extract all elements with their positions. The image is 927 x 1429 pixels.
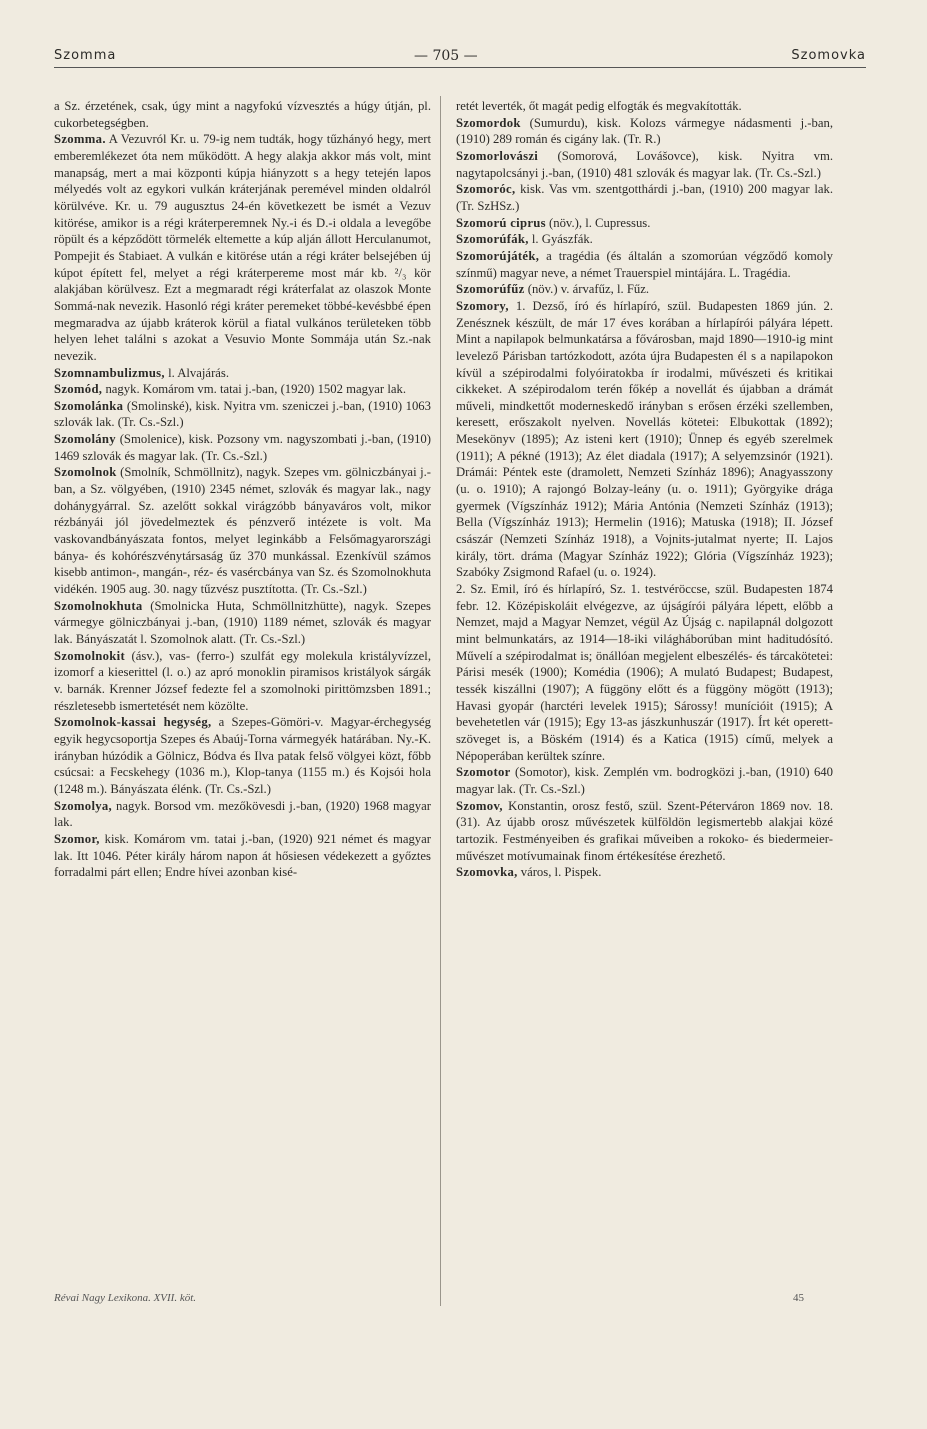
entry [54,598,431,648]
entry [456,231,833,248]
entry-text: (Somotor), kisk. Zemplén vm. bodrogközi j.-ban, (1910) 640 magyar lak. (Tr. Cs.-Szl.) [456,765,833,796]
entry-text: a Szepes-Gömöri-v. Magyar-érchegység egyik hegycsoportja Szepes és Abaúj-Torna vármegyék határában. Ny.-K. irányban húzódik a Gölnicz, Bódva és Ilva patak felső völgyei közt, főbb csúcsai: a Fecskehegy (1036 m.), Klop-tanya (1155 m.) és Kojsói hola (1248 m.). Bányászata élénk. (Tr. Cs.-Szl.) [54,715,431,796]
header-right-keyword: Szomovka [791,48,866,63]
entry-text: a Sz. érzetének, csak, úgy mint a nagyfokú vízvesztés a húgy útján, pl. cukorbetegségben. [54,99,431,130]
entry-headword: Szomolánka [54,398,124,413]
entry [456,298,833,581]
entry-text: (Somorová, Lovášovce), kisk. Nyitra vm. nagytapolcsányi j.-ban, (1910) 481 szlovák és magyar lak. (Tr. Cs.-Szl.) [456,148,833,180]
entry [456,98,833,115]
entry [456,764,833,797]
entry [456,864,833,881]
page-number: — 705 — [414,48,478,64]
entry-text: (növ.), l. Cupressus. [545,215,651,230]
entry-text: nagyk. Komárom vm. tatai j.-ban, (1920) 1502 magyar lak. [102,382,407,397]
entry-text: (Smolnicka Huta, Schmöllnitzhütte), nagyk. Szepes vármegye gölniczbányai j.-ban, (1910) 1189 német, szlovák és magyar lak. Bányászatát l. Szomolnok alatt. (Tr. Cs.-Szl.) [54,598,431,646]
entry-text: város, l. Pispek. [517,865,602,880]
entry-text: (Sumurdu), kisk. Kolozs vármegye nádasmenti j.-ban, (1910) 289 román és cigány lak. (Tr. R.) [456,115,833,147]
entry-headword: Szomordok [456,115,521,130]
entry-text: a tragédia (és általán a szomorúan végződő komoly színmű) magyar neve, a német Trauerspiel mintájára. L. Tragédia. [456,248,833,280]
entry [456,181,833,214]
entry-text: (Smolenice), kisk. Pozsony vm. nagyszombati j.-ban, (1910) 1469 szlovák és magyar lak. (Tr. Cs.-Szl.) [54,432,431,463]
entry-headword: Szomovka, [456,865,518,880]
entry-text: nagyk. Borsod vm. mezőkövesdi j.-ban, (1920) 1968 magyar lak. [54,798,431,830]
entry-text: (Smolinské), kisk. Nyitra vm. szeniczei j.-ban, (1910) 1063 szlovák lak. (Tr. Cs.-Szl.) [54,398,431,430]
entry-headword: Szomolnok [54,465,117,480]
entry-headword: Szomor, [54,831,100,846]
entry-headword: Szomotor [456,765,511,780]
entry-headword: Szomorújáték, [456,248,540,263]
entry-text: 1. Dezső, író és hírlapíró, szül. Budapesten 1869 jún. 2. Zenésznek készült, de már 17 éves korában a hírlapírói pályára lépett. Mint a napilapok belmunkatársa a fővárosban, majd 1890—1910-ig mint levelező Párisban tartózkodott, azóta újra Budapesten él s a napilapokon kívül a szépirodalmi folyóiratokba ír irodalmi, művészeti és kritikai cikkeket. A szépirodalom terén főkép a novellát és újabban a drámát műveli, mindkettőt moderneskedő irányban s erősen érzéki szellemben, keresett, erőszakolt nyelven. Novellás kötetei: Elbukottak (1892); Mesekönyv (1895); Az isteni kert (1910); Ünnep és egyéb szerelmek (1911); A pékné (1913); Az élet diadala (1917); A selyemzsinór (1921). Drámái: Péntek este (dramolett, Nemzeti Színház 1896); Anagyasszony (u. o. 1910); A rajongó Bolzay-leány (u. o. 1911); Györgyike drága gyermek (Vígszínház 1912); Mária Antónia (Nemzeti Színház (1913); Bella (Vígszínház 1913); Hermelin (1916); Matuska (1918); II. József császár (Nemzeti Színház 1918), a Vojnits-jutalmat nyerte; II. Lajos király, tört. dráma (Magyar Színház 1922); Glória (Vígszínház 1923); Szabóky Zsigmond Rafael (u. o. 1924). [456,298,833,580]
entry [54,431,431,464]
entry-headword: Szomorlovászi [456,148,539,163]
entry [456,281,833,298]
entry-headword: Szomnambulizmus, [54,365,165,380]
entry [54,381,431,398]
entry [54,398,431,431]
header-left-keyword: Szomma [54,48,117,63]
entry-text: l. Alvajárás. [164,365,230,380]
entry-headword: Szomód, [54,382,103,397]
entry [54,131,431,364]
left-column [54,98,431,881]
entry-headword: Szomory, [456,298,509,313]
entry [456,115,833,148]
header-rule [54,67,866,68]
entry-headword: Szomorúfák, [456,232,529,247]
entry [54,714,431,797]
entry-headword: Szomolnokit [54,648,125,663]
entry-headword: Szomoróc, [456,182,516,197]
entry-text: (ásv.), vas- (ferro-) szulfát egy molekula kristályvízzel, izomorf a kieserittel (l. o.) az apró monoklin piramisos kristályok sárgák v. barnák. Krenner József fedezte fel a szomolnoki pirittömzsben 1891.; részletesebb ismertetését nem közölte. [54,648,431,713]
entry-headword: Szomolány [54,432,116,447]
entry-headword: Szomolya, [54,798,113,813]
entry-headword: Szomov, [456,798,503,813]
entry-headword: Szomolnok-kassai hegység, [54,715,212,730]
footer-signature: Révai Nagy Lexikona. XVII. köt. [54,1292,197,1304]
entry-headword: Szomorú ciprus [456,215,546,230]
entry [54,464,431,597]
page-header [54,48,866,72]
entry [54,798,431,831]
entry-text: Konstantin, orosz festő, szül. Szent-Péterváron 1869 nov. 18. (31). Az újabb orosz művészetek külföldön legismertebb alakjai közé tartozik. Festményeiben és grafikai műveiben a rokoko- és biedermeier-művészet motívumainak finom értékesítése érezhető. [456,798,833,863]
entry-headword: Szomolnokhuta [54,598,143,613]
column-divider [440,96,441,1306]
entry [456,148,833,181]
entry-headword: Szomma. [54,132,106,147]
entry [54,831,431,881]
entry-text: kisk. Komárom vm. tatai j.-ban, (1920) 921 német és magyar lak. Itt 1046. Péter király három napon át hősiesen védekezett a győztes forradalmi párt ellen; Endre hívei azonban kisé- [54,831,431,880]
entry [54,365,431,382]
entry [456,248,833,281]
entry-text: kisk. Vas vm. szentgotthárdi j.-ban, (1910) 200 magyar lak. (Tr. SzHSz.) [456,182,833,213]
footer-sheet-number: 45 [793,1292,804,1304]
entry-text: 2. Sz. Emil, író és hírlapíró, Sz. 1. testvéröccse, szül. Budapesten 1874 febr. 12. Középiskoláit elvégezve, az újságírói pályára lépett, előbb a Nemzet, majd a Magyar Nemzet, végül Az Újság c. napilapnál dolgozott mint belmunkatárs, az 1914—18-iki világháborúban mint haditudósító. Művelí a szépirodalmat is; önállóan megjelent elbeszélés- és tárcakötetei: Párisi mesék (1900); Komédia (1906); A mulató Budapest; Budapest, tessék kiszállni (1907); A függöny előtt és a függöny mögött (1913); Havasi gyopár (harctéri levelek 1915); Sárossy! munícióit (1915); A bevehetetlen vár (1915); Egy 13-as jászkunhuszár (1917). Írt két operett-szöveget is, a Böském (1914) és a Katica (1915) című, melyek a Népoperában kerültek színre. [456,582,833,763]
entry [456,581,833,764]
entry-text: retét leverték, őt magát pedig elfogták és megvakították. [456,99,742,113]
entry-text: A Vezuvról Kr. u. 79-ig nem tudták, hogy tűzhányó hegy, mert emberemlékezet óta nem működött. A hegy alakja akkor más volt, mint manapság, mert a mai központi kúpja hiányzott s a hegy tetején lapos mélyedés volt az egykori vulkán kráterjának peremével minden oldalról körülvéve. Kr. u. 79 augusztus 24-én következett be ismét a Vezuv kitörése, amikor is a régi kráterperemnek Ny.-i és D.-i oldala a levegőbe röpült és a képződött törmelék eltemette a kúp alján állott Herculanumot, Pompejit és Stabiaet. A vulkán e kitörése után a régi kráter belsejében új kúpot épített fel, melyet a régi kráterpereme most már kb. ²/₃ kör alakjában körülvesz. Ezt a megmaradt régi kráterfalat az olaszok Monte Sommá-nak nevezik. Hasonló régi kráter peremeket többé-kevésbbé épen megmaradva az újabb kráterok körül a fiatal vulkános területeken több helyen lehet találni s azokat a Vesuvio Monte Sommája után Sz.-nak nevezik. [54,132,431,363]
entry [456,798,833,865]
entry-text: l. Gyászfák. [528,232,593,247]
entry-headword: Szomorúfűz [456,282,525,297]
entry-text: (Smolník, Schmöllnitz), nagyk. Szepes vm. gölniczbányai j.-ban, a Sz. völgyében, (1910) 2345 német, szlovák és magyar lak., nagy dohánygyárral. Sz. azelőtt sokkal virágzóbb bányaváros volt, mikor rézbányái jól jövedelmeztek és pénzverő intézete is volt. Ma vaskovandbányászata fontos, melyet leginkább a Felsőmagyarországi bánya- és kohórészvénytársaság űz 370 munkással. Ezenkívül számos kisebb antimon-, mangán-, réz- és vasércbánya van Sz. és Szomolnokhuta vidékén. 1905 aug. 30. nagy tűzvész pusztította. (Tr. Cs.-Szl.) [54,465,431,597]
entry-text: (növ.) v. árvafűz, l. Fűz. [524,282,650,297]
right-column [456,98,833,881]
page-footer [54,1292,866,1304]
entry [456,215,833,232]
entry [54,98,431,131]
entry [54,648,431,715]
